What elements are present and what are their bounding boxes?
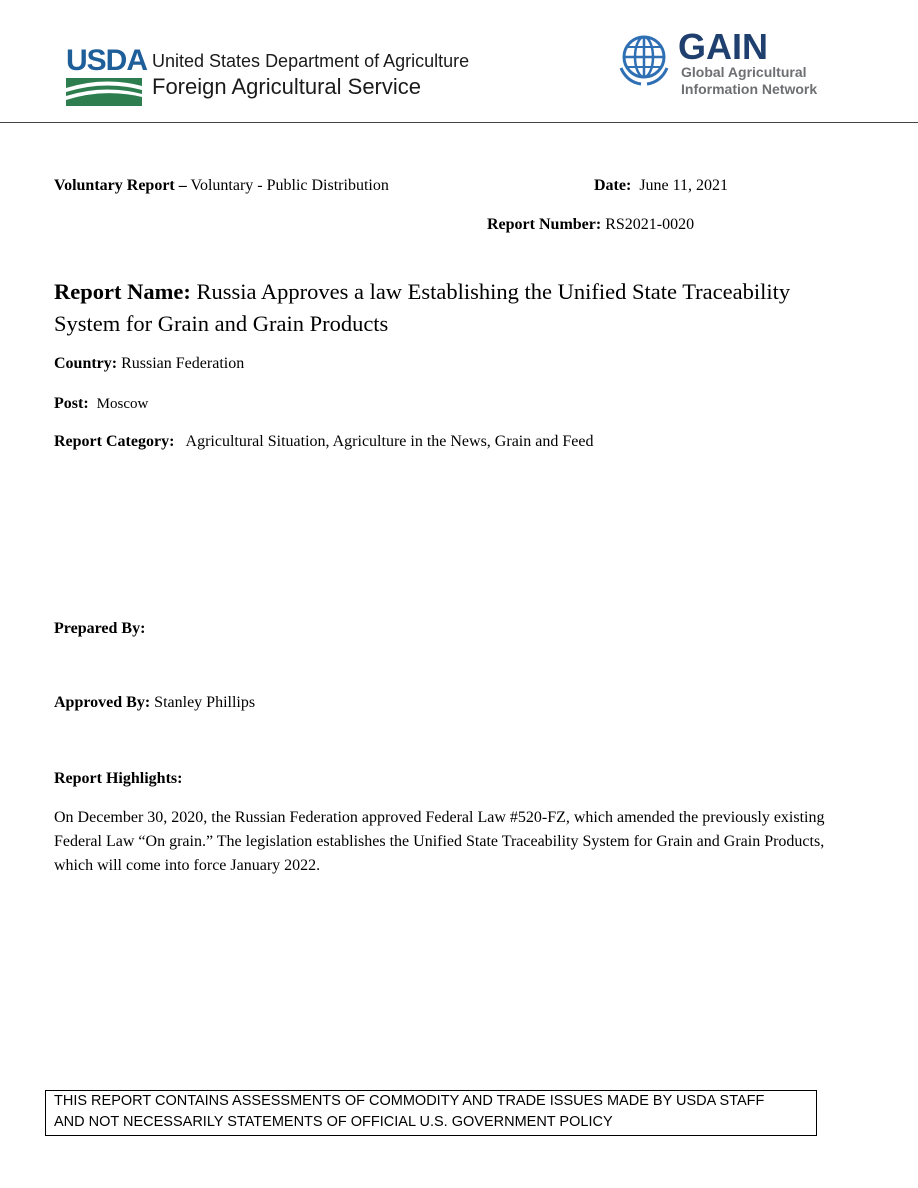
usda-logo-wordmark: USDA — [66, 44, 148, 77]
header-divider — [0, 122, 918, 123]
post-label: Post: — [54, 395, 89, 412]
gain-subtitle-line2: Information Network — [681, 81, 818, 97]
approved-by — [54, 693, 255, 713]
report-number-label: Report Number: — [487, 216, 602, 233]
prepared-by-label: Prepared By: — [54, 620, 146, 637]
report-post — [54, 394, 148, 414]
disclaimer-box — [45, 1090, 817, 1136]
report-type — [54, 176, 389, 196]
report-name-label: Report Name: — [54, 279, 191, 304]
report-name-value: Russia Approves a law Establishing the Unified State Traceability System for Grain and Grain Products — [54, 279, 791, 336]
disclaimer-line2: AND NOT NECESSARILY STATEMENTS OF OFFICIAL U.S. GOVERNMENT POLICY — [54, 1114, 613, 1130]
post-value: Moscow — [96, 396, 149, 412]
approved-by-value: Stanley Phillips — [154, 694, 256, 711]
report-date-value: June 11, 2021 — [639, 177, 729, 194]
report-date — [594, 176, 728, 196]
country-value: Russian Federation — [121, 355, 245, 372]
report-type-label: Voluntary Report – — [54, 177, 187, 194]
globe-icon — [617, 32, 671, 86]
report-name — [54, 276, 814, 340]
gain-subtitle-line1: Global Agricultural — [681, 64, 807, 80]
report-highlights-text: On December 30, 2020, the Russian Federation approved Federal Law #520-FZ, which amended the previously existing Federal Law “On grain.” The legislation establishes the Unified State Traceability System for Grain and Grain Products, which will come into force January 2022. — [54, 809, 825, 874]
gain-logo-wordmark: GAIN — [678, 26, 768, 67]
disclaimer-line1: THIS REPORT CONTAINS ASSESSMENTS OF COMMODITY AND TRADE ISSUES MADE BY USDA STAFF — [54, 1093, 765, 1109]
category-label: Report Category: — [54, 433, 175, 450]
category-value: Agricultural Situation, Agriculture in the News, Grain and Feed — [185, 433, 594, 450]
agency-name: Foreign Agricultural Service — [152, 74, 422, 99]
report-country — [54, 354, 244, 374]
department-name: United States Department of Agriculture — [152, 51, 470, 71]
usda-logo-icon — [66, 78, 142, 106]
approved-by-label: Approved By: — [54, 694, 151, 711]
country-label: Country: — [54, 355, 118, 372]
report-category — [54, 432, 593, 452]
report-type-value: Voluntary - Public Distribution — [190, 177, 389, 194]
report-date-label: Date: — [594, 177, 632, 194]
report-number — [487, 215, 694, 235]
report-number-value: RS2021-0020 — [605, 216, 695, 233]
report-highlights-heading: Report Highlights: — [54, 770, 183, 787]
